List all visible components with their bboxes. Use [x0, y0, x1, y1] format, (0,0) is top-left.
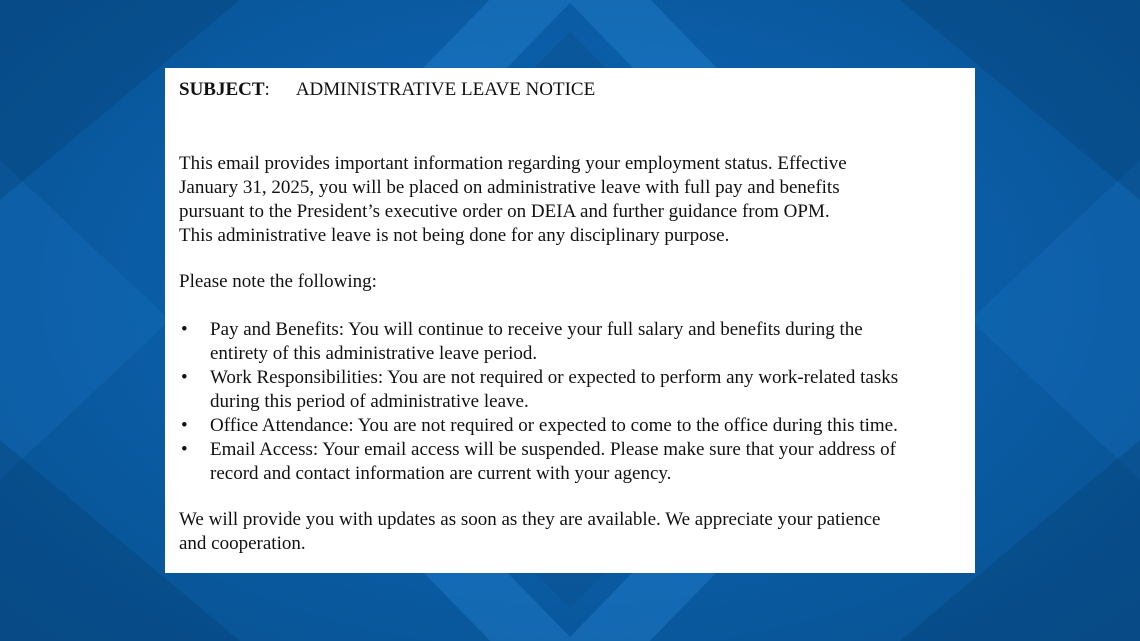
bullet-line: during this period of administrative leave.: [210, 391, 529, 412]
bullet-line: record and contact information are current with your agency.: [210, 463, 672, 484]
subject-title: ADMINISTRATIVE LEAVE NOTICE: [295, 79, 596, 100]
closing-line: and cooperation.: [179, 533, 306, 554]
closing-paragraph: [179, 508, 967, 556]
intro-line: This email provides important information regarding your employment status. Effective: [179, 153, 847, 174]
closing-line: We will provide you with updates as soon as they are available. We appreciate your patience: [179, 509, 881, 530]
bullet-icon: •: [181, 439, 188, 460]
bullet-icon: •: [181, 367, 188, 388]
bullet-item-email-access: [179, 438, 967, 486]
subject-colon: :: [264, 79, 270, 100]
bullet-line: entirety of this administrative leave period.: [210, 343, 538, 364]
bullet-item-pay-benefits: [179, 318, 967, 366]
bullet-line: Office Attendance: You are not required or expected to come to the office during this time.: [210, 415, 898, 436]
bullet-icon: •: [181, 319, 188, 340]
bullet-icon: •: [181, 415, 188, 436]
intro-line: pursuant to the President’s executive order on DEIA and further guidance from OPM.: [179, 201, 830, 222]
bullet-line: Email Access: Your email access will be suspended. Please make sure that your address of: [210, 439, 896, 460]
subject-line: [179, 78, 967, 102]
notice-document: [165, 68, 975, 573]
bullet-list: [179, 318, 967, 486]
intro-line: This administrative leave is not being done for any disciplinary purpose.: [179, 225, 730, 246]
bullet-line: Pay and Benefits: You will continue to receive your full salary and benefits during the: [210, 319, 863, 340]
note-heading: Please note the following:: [179, 271, 377, 292]
bullet-item-work-responsibilities: [179, 366, 967, 414]
intro-line: January 31, 2025, you will be placed on administrative leave with full pay and benefits: [179, 177, 840, 198]
intro-paragraph: [179, 152, 967, 248]
bullet-item-office-attendance: [179, 414, 967, 438]
subject-label: SUBJECT: [179, 79, 265, 100]
bullet-line: Work Responsibilities: You are not required or expected to perform any work-related tasks: [210, 367, 899, 388]
